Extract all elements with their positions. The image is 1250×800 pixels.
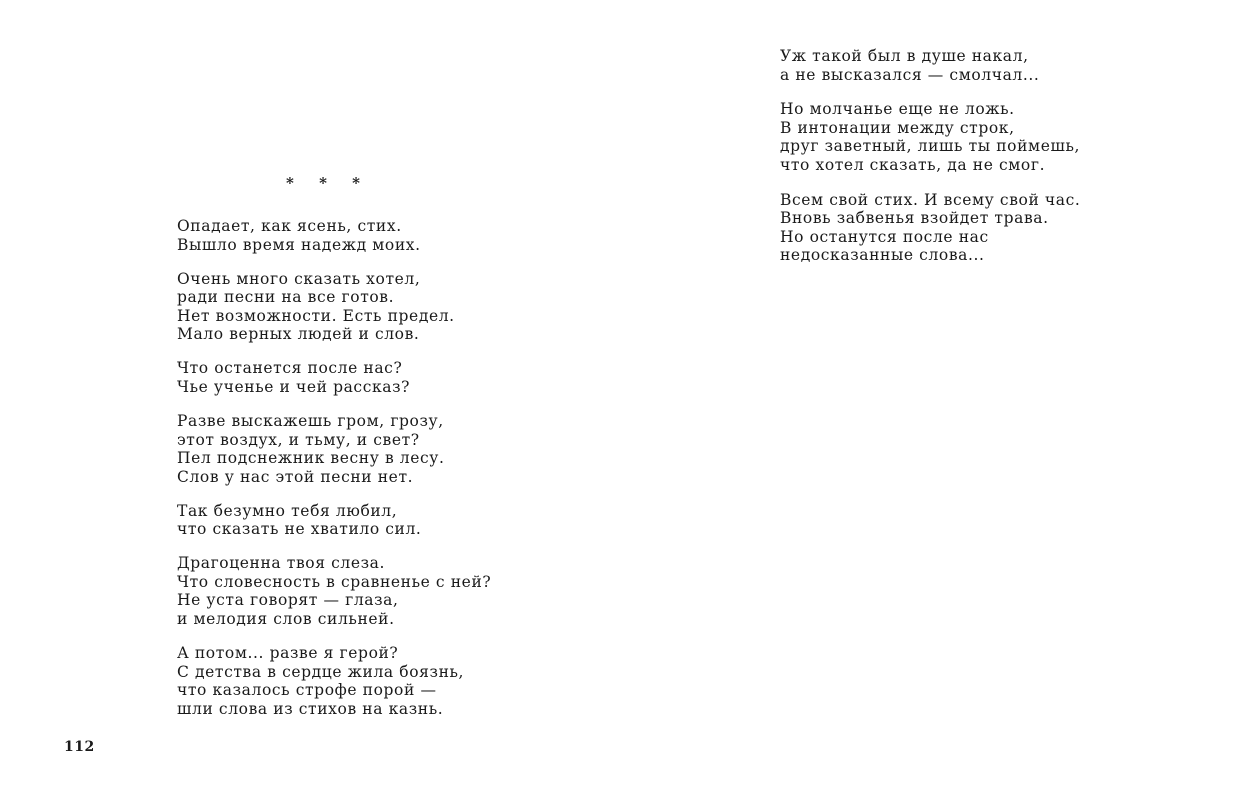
poem-line: Нет возможности. Есть предел.: [177, 306, 455, 325]
poem-line: друг заветный, лишь ты поймешь,: [780, 137, 1081, 156]
right-page: [625, 0, 1250, 800]
stanza: [177, 412, 491, 486]
poem-line: Не уста говорят — глаза,: [177, 591, 399, 610]
poem-line: и мелодия слов сильней.: [177, 610, 395, 629]
page-number: 112: [64, 739, 95, 755]
poem-line: Что останется после нас?: [177, 359, 403, 378]
poem-line: Пел подснежник весну в лесу.: [177, 449, 445, 468]
poem-line: Всем свой стих. И всему свой час.: [780, 190, 1081, 209]
stanza: [177, 217, 491, 254]
poem-line: Вновь забвенья взойдет трава.: [780, 209, 1049, 228]
poem-line: что казалось строфе порой —: [177, 681, 437, 700]
poem-line: а не высказался — смолчал...: [780, 65, 1040, 84]
poem-line: Чье ученье и чей рассказ?: [177, 377, 411, 396]
stanza: [177, 502, 491, 539]
poem-line: Опадает, как ясень, стих.: [177, 217, 402, 235]
poem-right: [780, 47, 1080, 281]
stanza: [780, 100, 1080, 174]
poem-line: недосказанные слова...: [780, 246, 985, 265]
poem-line: Но останутся после нас: [780, 227, 989, 246]
poem-line: В интонации между строк,: [780, 118, 1015, 137]
poem-line: этот воздух, и тьму, и свет?: [177, 430, 420, 449]
poem-line: С детства в сердце жила боязнь,: [177, 662, 465, 681]
stanza: [177, 270, 491, 344]
poem-line: Разве выскажешь гром, грозу,: [177, 411, 444, 430]
poem-line: Очень много сказать хотел,: [177, 269, 421, 288]
poem-line: А потом... разве я герой?: [177, 644, 399, 663]
poem-line: что сказать не хватило сил.: [177, 520, 422, 539]
poem-line: Мало верных людей и слов.: [177, 325, 420, 344]
stanza: [177, 359, 491, 396]
poem-line: ради песни на все готов.: [177, 288, 395, 307]
poem-line: шли слова из стихов на казнь.: [177, 699, 444, 718]
stanza: [177, 644, 491, 718]
section-separator: * * *: [286, 174, 370, 192]
poem-left: [177, 217, 491, 734]
poem-line: Слов у нас этой песни нет.: [177, 467, 414, 486]
poem-line: Драгоценна твоя слеза.: [177, 554, 386, 573]
stanza: [780, 47, 1080, 84]
poem-line: Уж такой был в душе накал,: [780, 47, 1029, 65]
poem-line: Но молчанье еще не ложь.: [780, 100, 1015, 119]
poem-line: Вышло время надежд моих.: [177, 235, 421, 254]
poem-line: Так безумно тебя любил,: [177, 501, 398, 520]
stanza: [177, 554, 491, 628]
poem-line: Что словесность в сравненье с ней?: [177, 572, 492, 591]
poem-line: что хотел сказать, да не смог.: [780, 155, 1046, 174]
stanza: [780, 191, 1080, 265]
